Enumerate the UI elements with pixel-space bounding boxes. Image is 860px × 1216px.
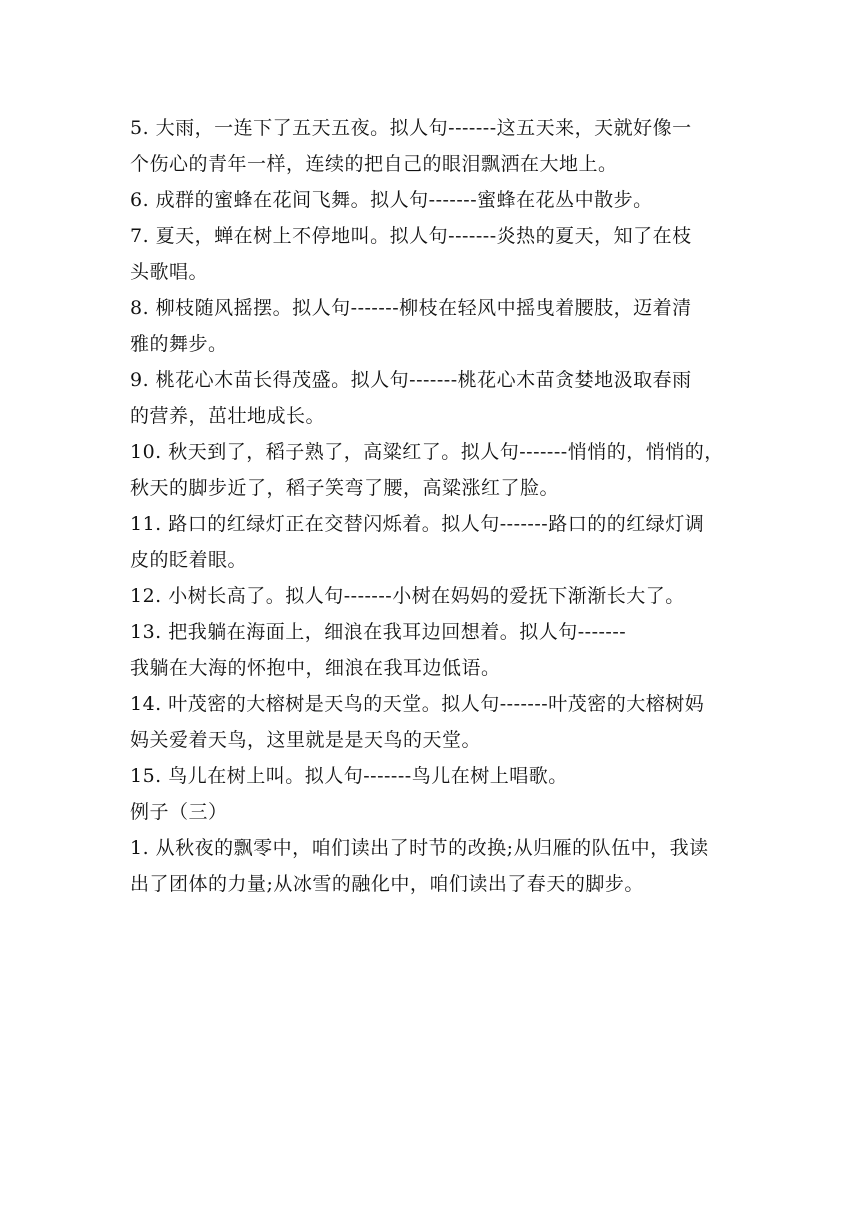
text-line: 的营养，茁壮地成长。 [130, 405, 326, 427]
text-line: 5. 大雨，一连下了五天五夜。拟人句-------这五天来，天就好像一 [130, 117, 692, 139]
text-line: 6. 成群的蜜蜂在花间飞舞。拟人句-------蜜蜂在花丛中散步。 [130, 189, 653, 211]
text-line: 个伤心的青年一样，连续的把自己的眼泪飘洒在大地上。 [130, 153, 618, 175]
text-line: 9. 桃花心木苗长得茂盛。拟人句-------桃花心木苗贪婪地汲取春雨 [130, 369, 692, 391]
text-line: 11. 路口的红绿灯正在交替闪烁着。拟人句-------路口的的红绿灯调 [130, 513, 705, 535]
text-line: 10. 秋天到了，稻子熟了，高粱红了。拟人句-------悄悄的，悄悄的， [130, 441, 724, 463]
text-line: 1. 从秋夜的飘零中，咱们读出了时节的改换;从归雁的队伍中，我读 [130, 837, 709, 859]
text-line: 皮的眨着眼。 [130, 549, 248, 571]
text-line: 12. 小树长高了。拟人句-------小树在妈妈的爱抚下渐渐长大了。 [130, 585, 685, 607]
document-body [130, 110, 742, 902]
text-line: 雅的舞步。 [130, 333, 228, 355]
text-line: 8. 柳枝随风摇摆。拟人句-------柳枝在轻风中摇曳着腰肢，迈着清 [130, 297, 692, 319]
section-heading: 例子（三） [130, 801, 228, 823]
text-line: 7. 夏天，蝉在树上不停地叫。拟人句-------炎热的夏天，知了在枝 [130, 225, 692, 247]
text-line: 14. 叶茂密的大榕树是天鸟的天堂。拟人句-------叶茂密的大榕树妈 [130, 693, 705, 715]
text-line: 头歌唱。 [130, 261, 209, 283]
text-line: 妈关爱着天鸟，这里就是是天鸟的天堂。 [130, 729, 482, 751]
text-line: 秋天的脚步近了，稻子笑弯了腰，高粱涨红了脸。 [130, 477, 560, 499]
text-line: 我躺在大海的怀抱中，细浪在我耳边低语。 [130, 657, 501, 679]
text-line: 13. 把我躺在海面上，细浪在我耳边回想着。拟人句------- [130, 621, 627, 643]
text-line: 15. 鸟儿在树上叫。拟人句-------鸟儿在树上唱歌。 [130, 765, 568, 787]
text-line: 出了团体的力量;从冰雪的融化中，咱们读出了春天的脚步。 [130, 873, 644, 895]
